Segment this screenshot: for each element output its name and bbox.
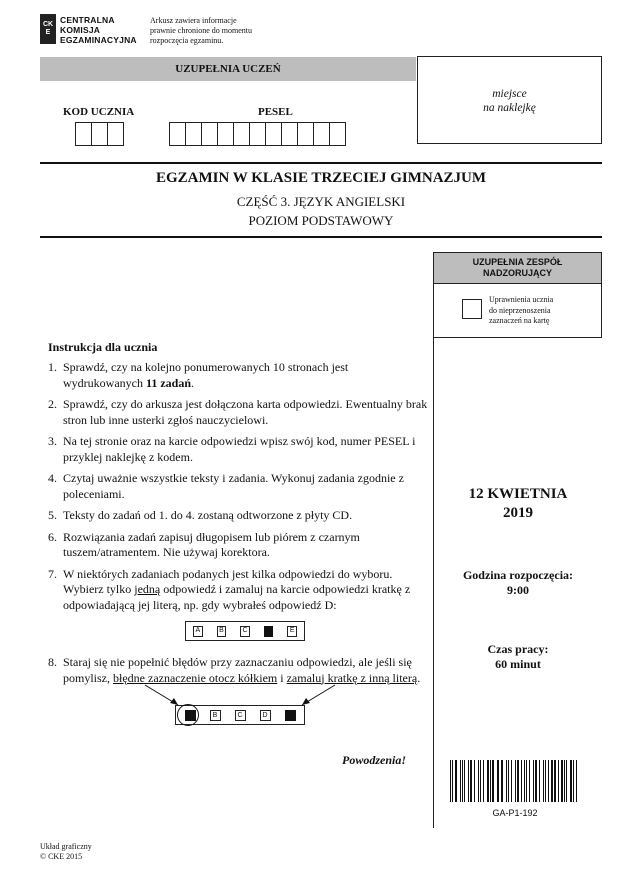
barcode-bar (506, 760, 507, 802)
instruction-end: . (417, 670, 421, 685)
exam-code: GA-P1-192 (492, 808, 538, 818)
duration-block (434, 642, 602, 672)
instruction-number: 2. (48, 397, 57, 411)
instruction-number: 8. (48, 655, 57, 669)
instruction-item-5 (48, 508, 428, 524)
pesel-cells[interactable] (169, 122, 345, 146)
exam-level: POZIOM PODSTAWOWY (248, 213, 394, 228)
duration-value: 60 minut (495, 657, 541, 671)
instruction-bold: 11 zadań (145, 375, 191, 390)
institution-line-1: CENTRALNA (60, 15, 115, 25)
digit-cell[interactable] (281, 122, 298, 146)
barcode-bar (464, 760, 465, 802)
barcode-bar (561, 760, 562, 802)
barcode-bar (455, 760, 457, 802)
instruction-item-7 (48, 567, 428, 642)
instruction-text: Czytaj uważnie wszystkie teksty i zadania. Wykonuj zadania zgodnie z poleceniami. (63, 471, 404, 501)
instruction-number: 1. (48, 360, 57, 374)
instruction-end: odpowiedź i zamaluj na karcie odpowiedzi kratkę z odpowiadającą jej literą, np. gdy wybrałeś odpowiedź D: (63, 582, 411, 612)
instruction-item-6 (48, 530, 428, 561)
digit-cell[interactable] (75, 122, 92, 146)
instruction-item-1 (48, 360, 428, 391)
error-circle-icon (177, 704, 199, 726)
barcode-bar (460, 760, 461, 802)
instruction-item-8 (48, 655, 428, 686)
instruction-underlined: błędne zaznaczenie otocz kółkiem (113, 670, 278, 685)
barcode-bar (492, 760, 493, 802)
permission-line-2: do nieprzenoszenia (489, 305, 551, 315)
digit-cell[interactable] (313, 122, 330, 146)
title-top-rule (40, 162, 602, 164)
footer-line-1: Układ graficzny (40, 842, 92, 851)
digit-cell[interactable] (217, 122, 234, 146)
digit-cell[interactable] (249, 122, 266, 146)
instruction-item-2 (48, 397, 428, 428)
instruction-number: 5. (48, 508, 57, 522)
barcode-bar (539, 760, 540, 802)
filled-answer-box (285, 710, 296, 721)
digit-cell[interactable] (91, 122, 108, 146)
digit-cell[interactable] (169, 122, 186, 146)
student-code-label: KOD UCZNIA (63, 106, 135, 118)
instruction-text: Staraj się nie popełnić błędów przy zaznaczaniu odpowiedzi, ale jeśli się pomylisz, (63, 655, 412, 685)
instruction-number: 3. (48, 434, 57, 448)
instructions-list (48, 360, 428, 686)
barcode-icon (450, 760, 580, 802)
team-section-heading (433, 252, 602, 284)
barcode-bar (508, 760, 509, 802)
team-heading-line-1: UZUPEŁNIA ZESPÓŁ (472, 257, 563, 267)
good-luck-text: Powodzenia! (342, 753, 407, 767)
instruction-text: Sprawdź, czy do arkusza jest dołączona karta odpowiedzi. Ewentualny brak stron lub inne usterki zgłoś nauczycielowi. (63, 397, 428, 427)
answer-box: E (287, 626, 297, 637)
barcode-bar (524, 760, 525, 802)
instruction-underlined: zamaluj kratkę z inną literą (286, 670, 418, 685)
barcode-bar (498, 760, 499, 802)
permission-line-1: Uprawnienia ucznia (489, 295, 554, 304)
start-time-label: Godzina rozpoczęcia: (462, 568, 574, 582)
sticker-line-2: na naklejkę (483, 102, 536, 114)
student-section-heading: UZUPEŁNIA UCZEŃ (40, 57, 416, 81)
answer-box: B (210, 710, 221, 721)
instruction-text: W niektórych zadaniach podanych jest kilka odpowiedzi do wyboru. Wybierz tylko (63, 566, 393, 596)
barcode-bar (548, 760, 549, 802)
cke-logo-icon: CK E (40, 14, 56, 44)
permission-checkbox[interactable] (462, 299, 482, 319)
barcode-bar (474, 760, 475, 802)
instruction-number: 7. (48, 566, 57, 581)
barcode-bar (468, 760, 469, 802)
permission-line-3: zaznaczeń na kartę (489, 316, 550, 325)
answer-example-1 (185, 621, 305, 641)
title-bottom-rule (40, 236, 602, 238)
barcode-bar (573, 760, 574, 802)
institution-name (60, 15, 137, 45)
digit-cell[interactable] (233, 122, 250, 146)
digit-cell[interactable] (297, 122, 314, 146)
digit-cell[interactable] (201, 122, 218, 146)
barcode-bar (511, 760, 512, 802)
sticker-area[interactable] (417, 56, 602, 144)
pesel-label: PESEL (258, 106, 293, 118)
answer-box: C (235, 710, 246, 721)
barcode-bar (487, 760, 489, 802)
footer-line-2: © CKE 2015 (40, 852, 83, 861)
instruction-item-3 (48, 434, 428, 465)
notice-line-3: rozpoczęcia egzaminu. (150, 36, 224, 45)
barcode-bar (462, 760, 463, 802)
answer-box: B (217, 626, 227, 637)
institution-line-3: EGZAMINACYJNA (60, 35, 137, 45)
digit-cell[interactable] (107, 122, 124, 146)
instruction-item-4 (48, 471, 428, 502)
confidentiality-notice (150, 16, 252, 46)
answer-box: D (260, 710, 271, 721)
instruction-text: Rozwiązania zadań zapisuj długopisem lub piórem z czarnym tuszem/atramentem. Nie używaj korektora. (63, 529, 360, 559)
barcode-bar (450, 760, 451, 802)
barcode-bar (526, 760, 527, 802)
barcode-bar (535, 760, 537, 802)
digit-cell[interactable] (265, 122, 282, 146)
instruction-text: Teksty do zadań od 1. do 4. zostaną odtworzone z płyty CD. (63, 508, 353, 522)
answer-box: A (193, 626, 203, 637)
instruction-underlined: jedną (134, 582, 161, 596)
barcode-bar (470, 760, 472, 802)
start-time-block (434, 568, 602, 598)
exam-date-year: 2019 (503, 505, 533, 521)
instruction-number: 4. (48, 471, 57, 485)
barcode-bar (480, 760, 481, 802)
exam-title: EGZAMIN W KLASIE TRZECIEJ GIMNAZJUM (155, 170, 487, 186)
barcode-bar (566, 760, 567, 802)
instruction-text: Na tej stronie oraz na karcie odpowiedzi wpisz swój kod, numer PESEL i przyklej naklejkę z kodem. (63, 434, 416, 464)
notice-line-1: Arkusz zawiera informacje (150, 16, 237, 25)
barcode-bar (543, 760, 544, 802)
digit-cell[interactable] (185, 122, 202, 146)
filled-answer-box (264, 626, 274, 637)
barcode-bar (570, 760, 572, 802)
footer-credits (40, 842, 92, 862)
notice-line-2: prawnie chronione do momentu (150, 26, 252, 35)
exam-date-day: 12 KWIETNIA (468, 486, 568, 502)
instruction-text: Sprawdź, czy na kolejno ponumerowanych 10 stronach jest wydrukowanych (63, 360, 349, 390)
barcode-bar (452, 760, 453, 802)
barcode-bar (554, 760, 555, 802)
barcode-bar (558, 760, 559, 802)
team-heading-line-2: NADZORUJĄCY (482, 268, 552, 278)
duration-label: Czas pracy: (487, 642, 549, 656)
answer-box: C (240, 626, 250, 637)
instruction-joiner: i (277, 670, 287, 685)
barcode-bar (517, 760, 519, 802)
instructions-title: Instrukcja dla ucznia (48, 340, 158, 354)
exam-part: CZĘŚĆ 3. JĘZYK ANGIELSKI (236, 194, 406, 209)
barcode-bar (545, 760, 546, 802)
barcode-bar (490, 760, 491, 802)
barcode-bar (533, 760, 534, 802)
barcode-bar (521, 760, 522, 802)
barcode-bar (501, 760, 503, 802)
start-time-value: 9:00 (507, 583, 529, 597)
exam-date (434, 485, 602, 523)
barcode-bar (551, 760, 553, 802)
barcode-bar (576, 760, 577, 802)
student-code-cells[interactable] (75, 122, 123, 146)
barcode-bar (497, 760, 498, 802)
institution-line-2: KOMISJA (60, 25, 101, 35)
barcode-bar (529, 760, 530, 802)
sticker-line-1: miejsce (492, 88, 527, 100)
barcode-bar (515, 760, 516, 802)
barcode-bar (478, 760, 479, 802)
instruction-end: . (191, 375, 194, 390)
barcode-bar (483, 760, 484, 802)
permission-text (489, 295, 599, 327)
barcode-bar (564, 760, 565, 802)
instruction-number: 6. (48, 529, 57, 544)
digit-cell[interactable] (329, 122, 346, 146)
